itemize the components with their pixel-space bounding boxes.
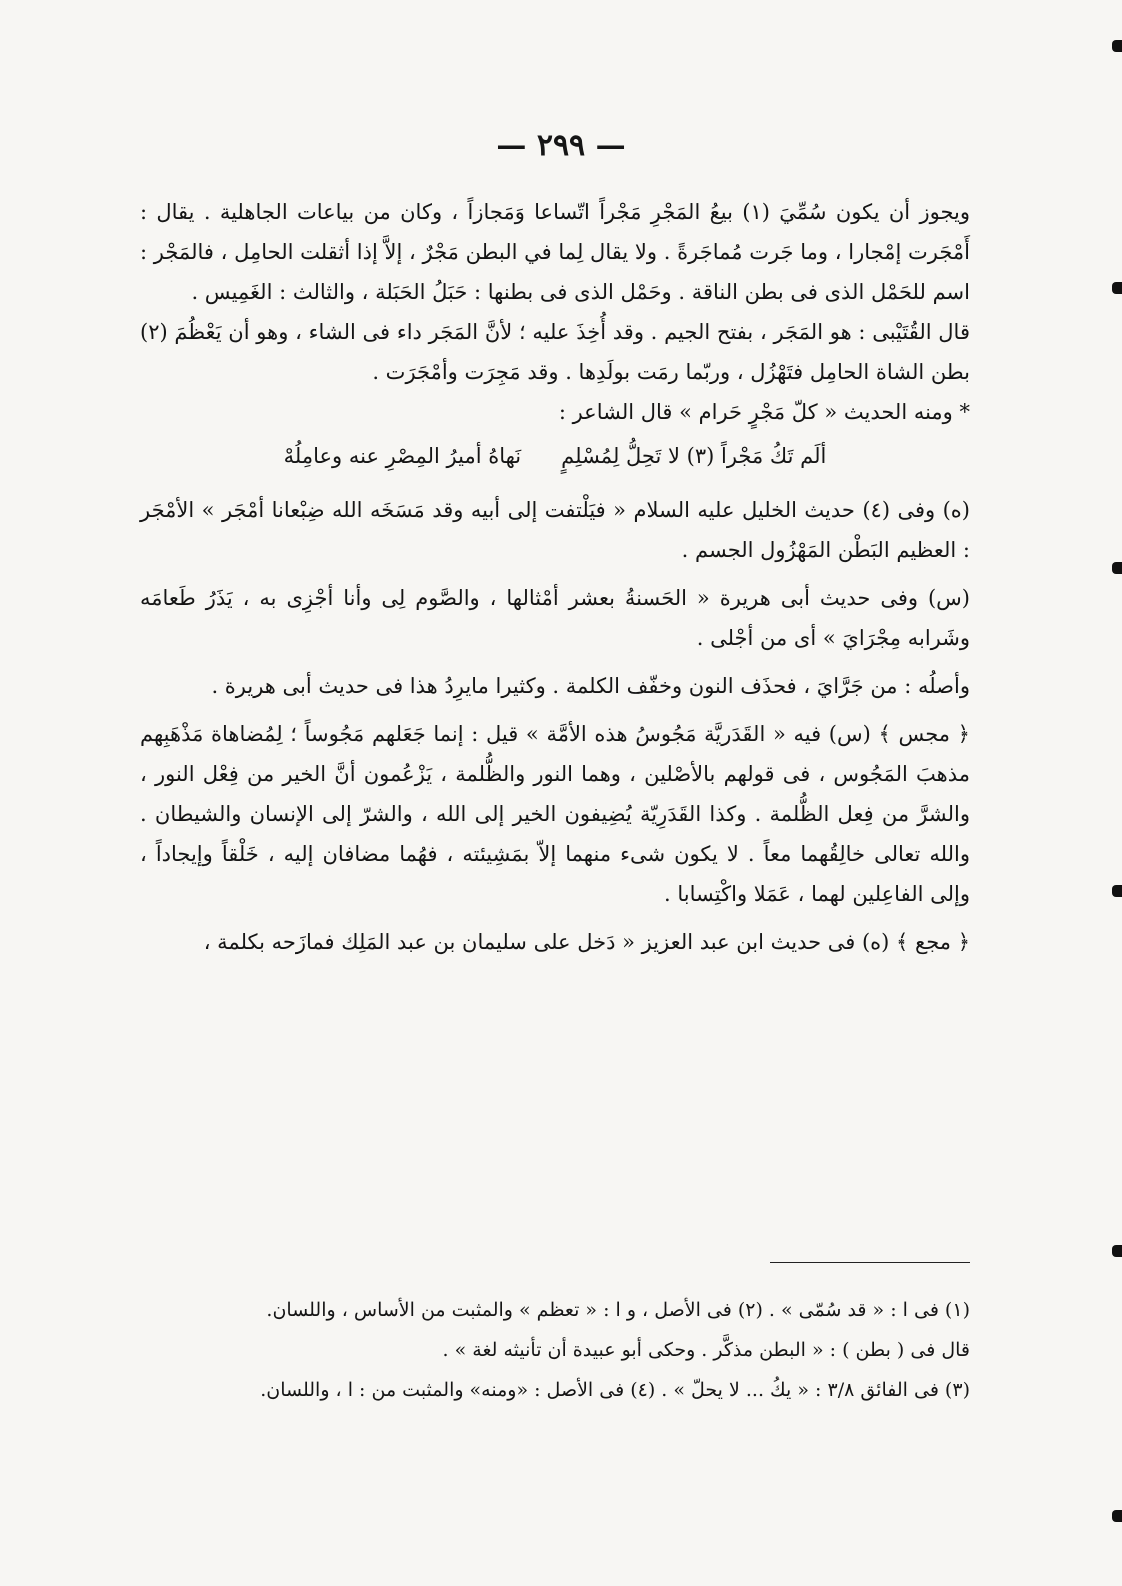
- footnote-divider: [770, 1262, 970, 1263]
- paragraph-qutaybi: قال القُتَيْبى : هو المَجَر ، بفتح الجيم . وقد أُخِذَ عليه ؛ لأنَّ المَجَر داء فى الشاء ، وهو أن يَعْظُمَ (٢) بطن الشاة الحامِل فتَهْزُل ، وربّما رمَت بولَدِها . وقد مَجِرَت وأمْجَرَت .: [140, 320, 970, 384]
- scan-edge-mark: [1112, 885, 1122, 897]
- footnote-line: قال فى ( بطن ) : « البطن مذكَّر . وحكى أبو عبيدة أن تأنيثه لغة » .: [442, 1339, 970, 1361]
- entry-maja: ﴿ مجع ﴾ (ه) فى حديث ابن عبد العزيز « دَخل على سليمان بن عبد المَلِك فمازَحه بكلمة ،: [203, 930, 970, 954]
- footnotes: [140, 1290, 970, 1410]
- verse-hemistich-right: ألَم تَكُ مَجْراً (٣) لا تَحِلُّ لِمُسْلِمٍ: [561, 444, 827, 468]
- body-text: [140, 192, 970, 962]
- scan-edge-mark: [1112, 40, 1122, 52]
- verse-hemistich-left: نَهاهُ أميرُ المِصْرِ عنه وعامِلُهْ: [283, 444, 522, 468]
- footnote-line: (٣) فى الفائق ٣/٨ : « يكُ ... لا يحلّ » . (٤) فى الأصل : «ومنه» والمثبت من : ا ، واللسان.: [260, 1379, 970, 1401]
- poetry-verse: [140, 436, 970, 476]
- page-number: — ٢٩٩ —: [496, 128, 626, 163]
- paragraph-hadith-majr: * ومنه الحديث « كلّ مَجْرٍ حَرام » قال الشاعر :: [558, 400, 970, 424]
- scan-edge-mark: [1112, 1510, 1122, 1522]
- entry-majas: ﴿ مجس ﴾ (س) فيه « القَدَريَّة مَجُوسُ هذه الأمَّة » قيل : إنما جَعَلهم مَجُوساً ؛ لِمُضاهاة مَذْهَبِهم مذهبَ المَجُوس ، فى قولهم بالأصْلين ، وهما النور والظُّلمة ، يَزْعُمون أنَّ الخير من فِعْل النور ، والشرَّ من فِعل الظُّلمة . وكذا القَدَرِيّة يُضِيفون الخير إلى الله ، والشرّ إلى الإنسان والشيطان . والله تعالى خالِقُهما معاً . لا يكون شىء منهما إلاّ بمَشِيئته ، فهُما مضافان إليه ، خَلْقاً وإيجاداً ، وإلى الفاعِلين لهما ، عَمَلا واكْتِسابا .: [140, 722, 970, 906]
- paragraph-majr-sale: ويجوز أن يكون سُمِّيَ (١) بيعُ المَجْرِ مَجْراً اتّساعا وَمَجازاً ، وكان من بياعات الجاهلية . يقال : أَمْجَرت إمْجارا ، وما جَرت مُماجَرةً . ولا يقال لِما في البطن مَجْرٌ ، إلاَّ إذا أثقلت الحامِل ، فالمَجْر : اسم للحَمْل الذى فى بطن الناقة . وحَمْل الذى فى بطنها : حَبَلُ الحَبَلة ، والثالث : الغَمِيس .: [140, 200, 970, 304]
- paragraph-abu-hurayra: (س) وفى حديث أبى هريرة « الحَسنةُ بعشر أمْثالها ، والصَّوم لِى وأنا أجْزِى به ، يَذَرُ طَعامَه وشَرابه مِجْرَايَ » أى من أجْلى .: [140, 586, 970, 650]
- scan-edge-mark: [1112, 282, 1122, 294]
- paragraph-asl: وأصلُه : من جَرَّايَ ، فحذَف النون وخفّف الكلمة . وكثيرا مايرِدُ هذا فى حديث أبى هريرة .: [211, 674, 970, 698]
- scan-edge-mark: [1112, 1245, 1122, 1257]
- scan-edge-mark: [1112, 562, 1122, 574]
- paragraph-khalil: (ه) وفى (٤) حديث الخليل عليه السلام « فيَلْتفت إلى أبيه وقد مَسَخَه الله ضِبْعانا أمْجَر » الأمْجَر : العظيم البَطْن المَهْزُول الجسم .: [140, 498, 970, 562]
- footnote-line: (١) فى ا : « قد سُمّى » . (٢) فى الأصل ، و ا : « تعظم » والمثبت من الأساس ، واللسان.: [266, 1299, 970, 1321]
